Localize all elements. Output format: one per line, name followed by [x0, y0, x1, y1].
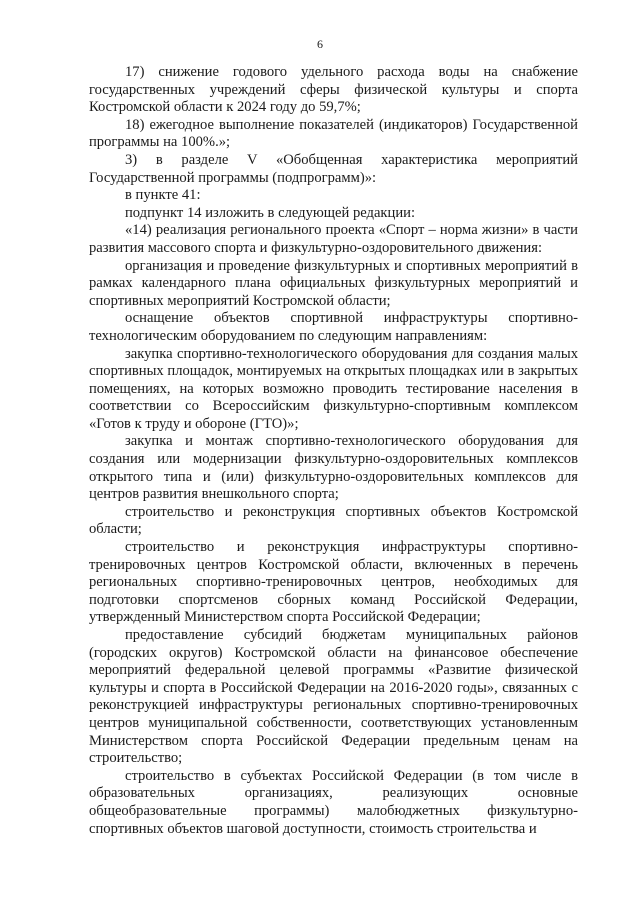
page-number: 6: [317, 37, 323, 51]
paragraph-equipment: оснащение объектов спортивной инфраструктуры спортивно-технологическим оборудованием по следующим направлениям:: [89, 310, 578, 344]
paragraph-section-v-amendment: 3) в разделе V «Обобщенная характеристика мероприятий Государственной программы (подпрограмм)»:: [89, 151, 578, 186]
paragraph-construction: строительство и реконструкция спортивных объектов Костромской области;: [89, 503, 578, 538]
paragraph-small-grounds: закупка спортивно-технологического оборудования для создания малых спортивных площадок, монтируемых на открытых площадках или в закрытых помещениях, на которых возможно проводить тестирование населения в соответствии со Всероссийским физкультурно-спортивным комплексом «Готов к труду и обороне (ГТО)»;: [89, 345, 578, 432]
paragraph-point-41: в пункте 41:: [125, 187, 201, 204]
paragraph-subpoint-14-intro: подпункт 14 изложить в следующей редакции:: [125, 204, 416, 221]
paragraph-item-17: 17) снижение годового удельного расхода воды на снабжение государственных учреждений сферы физической культуры и спорта Костромской области к 2024 году до 59,7%;: [89, 64, 578, 116]
paragraph-item-18: 18) ежегодное выполнение показателей (индикаторов) Государственной программы на 100%.»;: [89, 116, 578, 151]
paragraph-low-budget-objects: строительство в субъектах Российской Федерации (в том числе в образовательных организациях, реализующих основные общеобразовательные программы) малобюджетных физкультурно-спортивных объектов шаговой доступности, стоимость строительства и: [89, 767, 578, 837]
paragraph-subpoint-14: «14) реализация регионального проекта «Спорт – норма жизни» в части развития массового спорта и физкультурно-оздоровительного движения:: [89, 222, 578, 256]
paragraph-events: организация и проведение физкультурных и спортивных мероприятий в рамках календарного плана официальных физкультурных мероприятий и спортивных мероприятий Костромской области;: [89, 257, 578, 309]
document-body: [89, 64, 578, 838]
paragraph-fitness-complexes: закупка и монтаж спортивно-технологического оборудования для создания или модернизации физкультурно-оздоровительных комплексов открытого типа и (или) физкультурно-оздоровительных комплексов для центров развития внешкольного спорта;: [89, 433, 578, 503]
paragraph-training-centers: строительство и реконструкция инфраструктуры спортивно-тренировочных центров Костромской области, включенных в перечень региональных спортивно-тренировочных центров, необходимых для подготовки спортсменов сборных команд Российской Федерации, утвержденный Министерством спорта Российской Федерации;: [89, 539, 578, 626]
paragraph-subsidies: предоставление субсидий бюджетам муниципальных районов (городских округов) Костромской области на финансовое обеспечение мероприятий федеральной целевой программы «Развитие физической культуры и спорта в Российской Федерации на 2016-2020 годы», связанных с реконструкцией инфраструктуры региональных спортивно-тренировочных центров муниципальной собственности, соответствующих установленным Министерством спорта Российской Федерации предельным ценам на строительство;: [89, 627, 578, 767]
